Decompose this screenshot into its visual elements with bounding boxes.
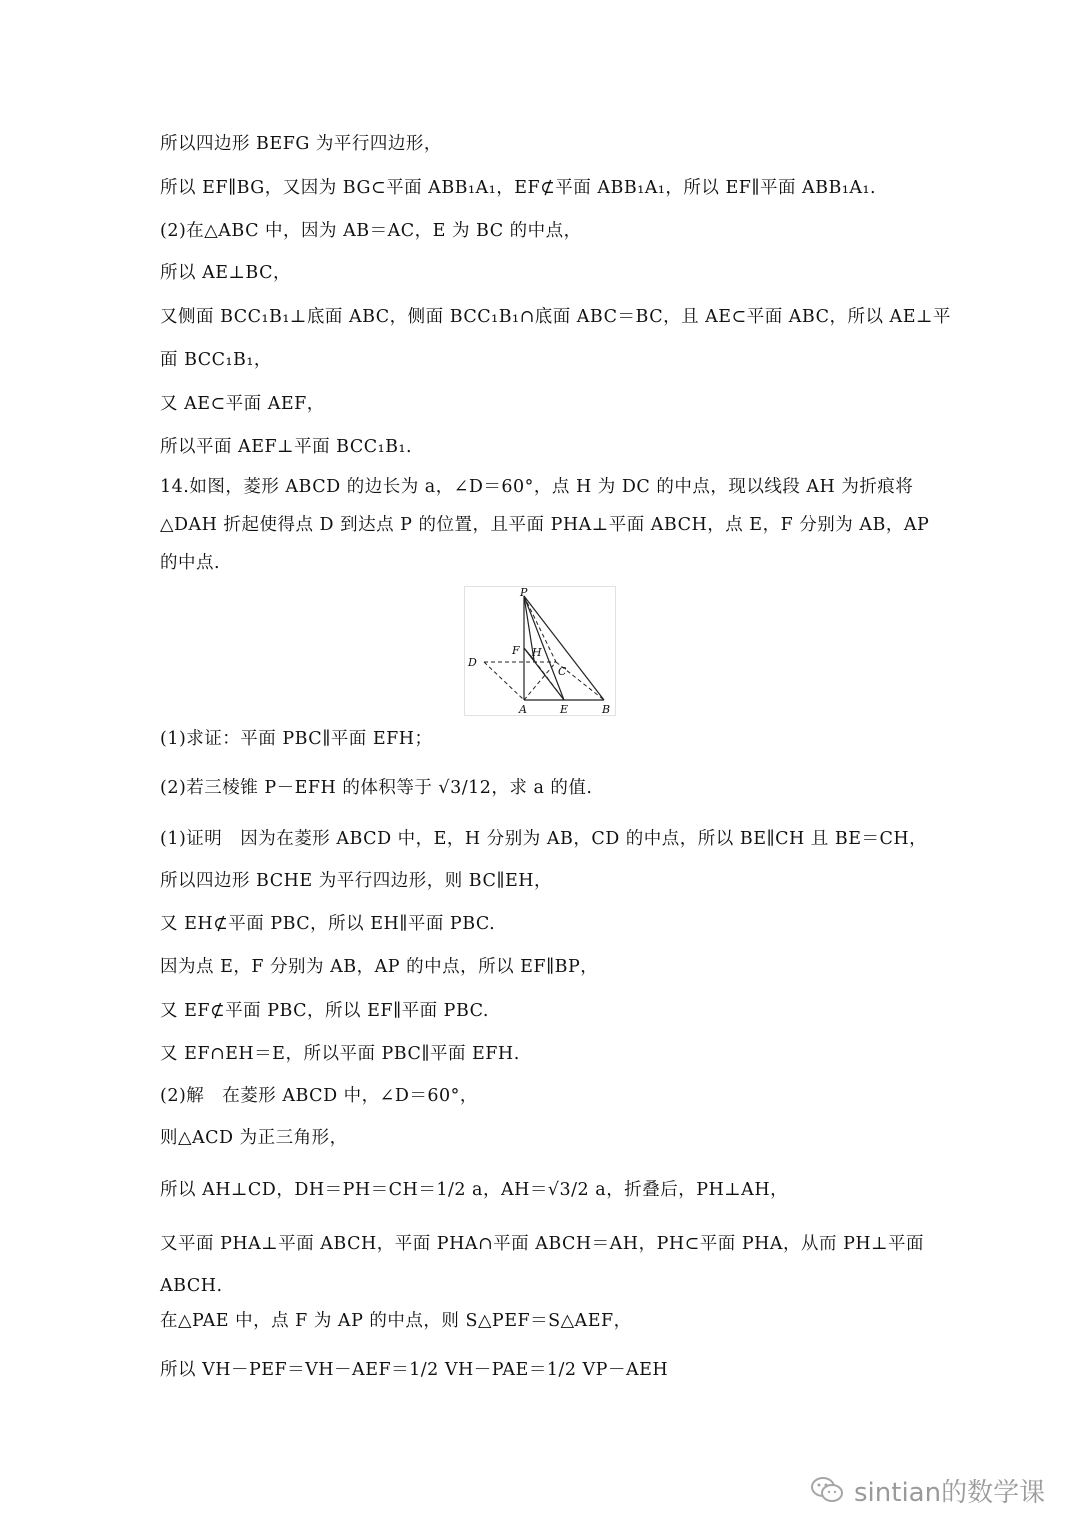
text-line: 所以四边形 BCHE 为平行四边形，则 BC∥EH， xyxy=(160,871,552,891)
text-line: 又 EF⊄平面 PBC，所以 EF∥平面 PBC. xyxy=(160,1001,489,1021)
label-B: B xyxy=(602,703,611,716)
text-line: (2)解 在菱形 ABCD 中，∠D＝60°， xyxy=(160,1086,478,1106)
text-line: 所以 AH⊥CD，DH＝PH＝CH＝1/2 a，AH＝√3/2 a，折叠后，PH⊥AH， xyxy=(160,1180,789,1200)
text-line: 又 EH⊄平面 PBC，所以 EH∥平面 PBC. xyxy=(160,914,496,934)
text-line: 的中点. xyxy=(160,553,221,573)
text-line: 在△PAE 中，点 F 为 AP 的中点，则 S△PEF＝S△AEF， xyxy=(160,1311,632,1331)
text-line: 又侧面 BCC₁B₁⊥底面 ABC，侧面 BCC₁B₁∩底面 ABC＝BC，且 AE⊂平面 ABC，所以 AE⊥平 xyxy=(160,307,951,327)
text-line: ABCH. xyxy=(160,1276,223,1296)
text-line: △DAH 折起使得点 D 到达点 P 的位置，且平面 PHA⊥平面 ABCH，点 E，F 分别为 AB，AP xyxy=(160,515,930,535)
pyramid-diagram xyxy=(464,586,616,716)
text-line: 所以平面 AEF⊥平面 BCC₁B₁. xyxy=(160,437,413,457)
label-H: H xyxy=(532,646,542,659)
text-line: (1)求证：平面 PBC∥平面 EFH； xyxy=(160,729,433,749)
pyramid-figure xyxy=(464,586,616,716)
text-line: (1)证明 因为在菱形 ABCD 中，E，H 分别为 AB，CD 的中点，所以 BE∥CH 且 BE＝CH， xyxy=(160,829,928,849)
text-line: 所以 VH－PEF＝VH－AEF＝1/2 VH－PAE＝1/2 VP－AEH xyxy=(160,1360,669,1380)
watermark-text: sintian的数学课 xyxy=(854,1477,1046,1508)
edge-PE xyxy=(524,596,564,700)
label-E: E xyxy=(560,703,569,716)
text-line: 所以四边形 BEFG 为平行四边形， xyxy=(160,134,442,154)
text-line: 则△ACD 为正三角形， xyxy=(160,1128,348,1148)
label-P: P xyxy=(520,586,528,599)
text-line: 面 BCC₁B₁， xyxy=(160,350,272,370)
label-D: D xyxy=(468,656,477,669)
text-line: 所以 EF∥BG，又因为 BG⊂平面 ABB₁A₁，EF⊄平面 ABB₁A₁，所以 EF∥平面 ABB₁A₁. xyxy=(160,178,877,198)
label-F: F xyxy=(512,644,520,657)
text-line: 因为点 E，F 分别为 AB，AP 的中点，所以 EF∥BP， xyxy=(160,957,599,977)
watermark xyxy=(810,1470,1045,1510)
text-line: 所以 AE⊥BC， xyxy=(160,263,292,283)
text-line: (2)在△ABC 中，因为 AB＝AC，E 为 BC 的中点， xyxy=(160,221,582,241)
label-C: C xyxy=(558,665,567,678)
text-line: 又平面 PHA⊥平面 ABCH，平面 PHA∩平面 ABCH＝AH，PH⊂平面 PHA，从而 PH⊥平面 xyxy=(160,1234,925,1254)
chat-bubble-icon xyxy=(810,1475,844,1505)
text-line: 又 AE⊂平面 AEF， xyxy=(160,394,325,414)
text-line: 又 EF∩EH＝E，所以平面 PBC∥平面 EFH. xyxy=(160,1044,520,1064)
text-line: 14.如图，菱形 ABCD 的边长为 a，∠D＝60°，点 H 为 DC 的中点，现以线段 AH 为折痕将 xyxy=(160,477,914,497)
edge-DA xyxy=(484,662,524,700)
text-line: (2)若三棱锥 P－EFH 的体积等于 √3/12，求 a 的值. xyxy=(160,778,593,798)
label-A: A xyxy=(519,703,527,716)
